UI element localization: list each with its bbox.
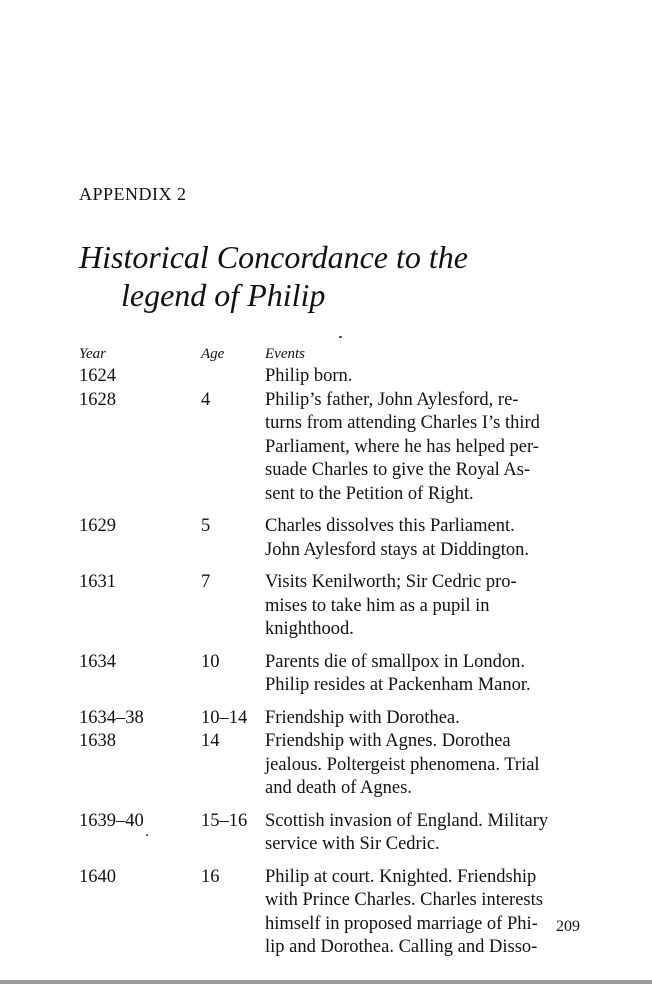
table-row — [79, 707, 599, 731]
table-row — [79, 515, 599, 562]
year-cell: 1628 — [79, 389, 116, 410]
year-cell: 1629 — [79, 516, 116, 536]
year-cell: 1638 — [79, 731, 116, 751]
events-cell — [265, 365, 599, 389]
age-cell — [201, 365, 265, 389]
year-column-header: Year — [79, 346, 106, 362]
print-speck — [146, 834, 148, 836]
event-line: Philip born. — [265, 366, 353, 386]
events-cell — [265, 730, 599, 801]
event-line: service with Sir Cedric. — [265, 834, 440, 854]
appendix-label: APPENDIX 2 — [79, 184, 187, 204]
event-line: Philip resides at Packenham Manor. — [265, 675, 531, 695]
age-cell: 5 — [201, 516, 211, 536]
concordance-table — [79, 343, 599, 960]
table-row — [79, 571, 599, 642]
year-cell: 1640 — [79, 866, 116, 887]
age-cell: 16 — [201, 866, 220, 887]
table-row — [79, 365, 599, 389]
year-cell: 1639–40 — [79, 810, 144, 831]
year-cell: 1634 — [79, 651, 116, 672]
event-line: Friendship with Dorothea. — [265, 707, 460, 728]
event-line: John Aylesford stays at Diddington. — [265, 539, 529, 560]
event-line: sent to the Petition of Right. — [265, 483, 474, 504]
table-header-row — [79, 343, 599, 365]
event-line: Charles dissolves this Parliament. — [265, 516, 515, 536]
event-line: with Prince Charles. Charles interests — [265, 890, 543, 910]
year-cell: 1631 — [79, 572, 116, 592]
age-cell: 10 — [201, 651, 220, 672]
event-line: turns from attending Charles I’s third — [265, 413, 540, 433]
print-speck — [339, 336, 342, 338]
events-cell — [265, 515, 599, 562]
event-line: Friendship with Agnes. Dorothea — [265, 731, 511, 751]
table-row — [79, 866, 599, 960]
title-line-2: legend of Philip — [121, 277, 326, 313]
age-column-header: Age — [201, 346, 225, 362]
age-cell: 7 — [201, 572, 211, 592]
events-cell — [265, 651, 599, 698]
events-cell — [265, 707, 599, 731]
age-cell: 14 — [201, 731, 220, 751]
table-row — [79, 730, 599, 801]
table-row — [79, 810, 599, 857]
bottom-rule — [0, 980, 652, 984]
age-cell: 15–16 — [201, 810, 248, 831]
event-line: knighthood. — [265, 619, 354, 639]
event-line: Parents die of smallpox in London. — [265, 651, 525, 672]
events-column-header: Events — [265, 346, 305, 362]
event-line: Parliament, where he has helped per- — [265, 436, 539, 457]
table-row — [79, 389, 599, 507]
event-line: and death of Agnes. — [265, 778, 412, 798]
events-cell — [265, 389, 599, 507]
age-cell: 10–14 — [201, 707, 248, 728]
page-number: 209 — [556, 918, 580, 935]
event-line: Philip’s father, John Aylesford, re- — [265, 389, 519, 410]
page-title — [79, 238, 468, 314]
event-line: suade Charles to give the Royal As- — [265, 460, 531, 480]
event-line: lip and Dorothea. Calling and Disso- — [265, 937, 538, 957]
event-line: jealous. Poltergeist phenomena. Trial — [265, 754, 540, 775]
age-cell: 4 — [201, 389, 211, 410]
event-line: himself in proposed marriage of Phi- — [265, 913, 538, 934]
event-line: Visits Kenilworth; Sir Cedric pro- — [265, 572, 517, 592]
title-line-1: Historical Concordance to the — [79, 239, 468, 275]
year-cell: 1624 — [79, 366, 116, 386]
events-cell — [265, 810, 599, 857]
event-line: Scottish invasion of England. Military — [265, 810, 549, 831]
year-cell: 1634–38 — [79, 707, 144, 728]
table-row — [79, 651, 599, 698]
event-line: mises to take him as a pupil in — [265, 595, 490, 616]
events-cell — [265, 866, 599, 960]
event-line: Philip at court. Knighted. Friendship — [265, 866, 537, 887]
events-cell — [265, 571, 599, 642]
